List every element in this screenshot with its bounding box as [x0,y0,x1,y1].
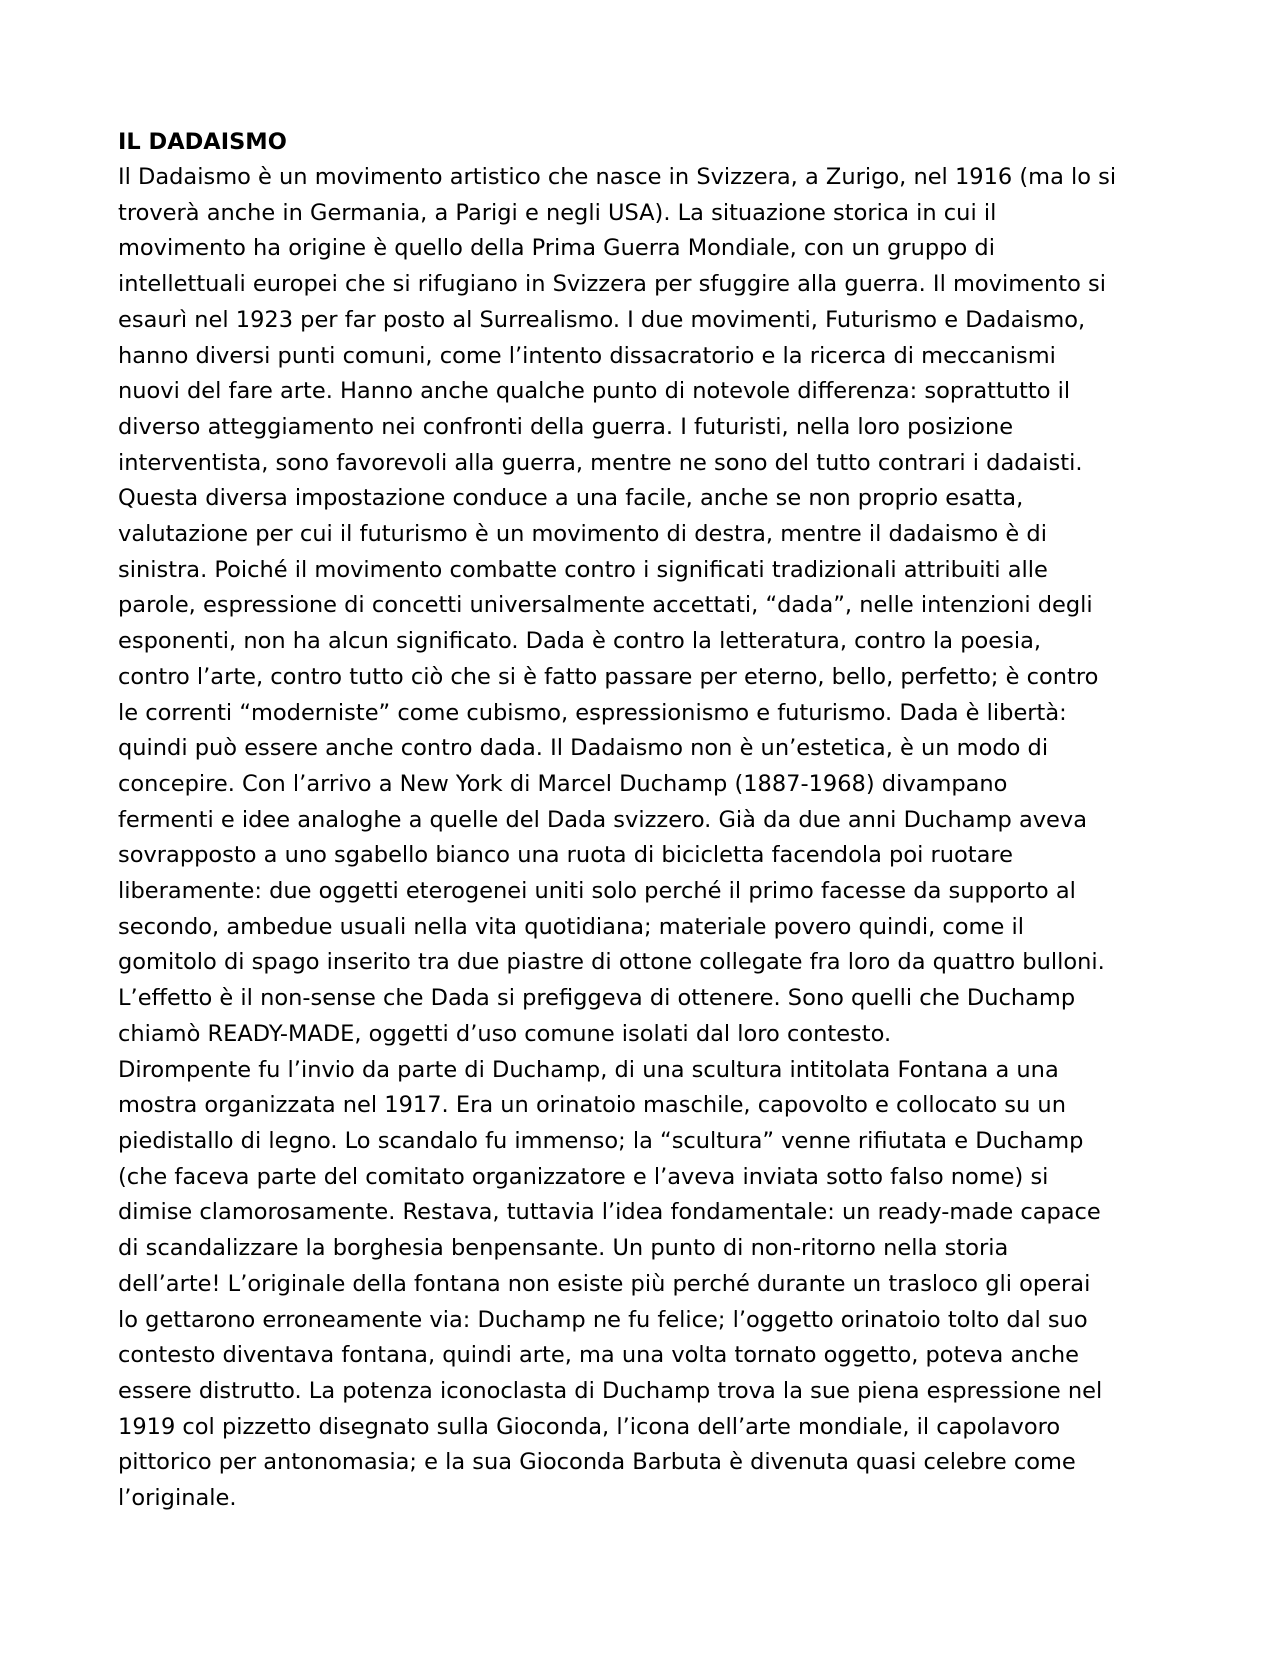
text-line: le correnti “moderniste” come cubismo, espressionismo e futurismo. Dada è libertà: [118,699,1067,726]
text-line: movimento ha origine è quello della Prima Guerra Mondiale, con un gruppo di [118,235,995,262]
text-line: concepire. Con l’arrivo a New York di Marcel Duchamp (1887-1968) divampano [118,770,1008,797]
text-line: gomitolo di spago inserito tra due piastre di ottone collegate fra loro da quattro bulloni. [118,949,1105,976]
text-line: secondo, ambedue usuali nella vita quotidiana; materiale povero quindi, come il [118,913,1024,940]
text-line: (che faceva parte del comitato organizzatore e l’aveva inviata sotto falso nome) si [118,1163,1049,1190]
text-line: liberamente: due oggetti eterogenei uniti solo perché il primo facesse da supporto al [118,878,1076,905]
text-line: fermenti e idee analoghe a quelle del Dada svizzero. Già da due anni Duchamp aveva [118,806,1087,833]
text-line: pittorico per antonomasia; e la sua Gioconda Barbuta è divenuta quasi celebre come [118,1449,1076,1476]
text-line: chiamò READY-MADE, oggetti d’uso comune isolati dal loro contesto. [118,1020,892,1047]
text-line: parole, espressione di concetti universalmente accettati, “dada”, nelle intenzioni degli [118,592,1093,619]
text-line: contro l’arte, contro tutto ciò che si è fatto passare per eterno, bello, perfetto; è contro [118,663,1099,690]
text-line: esponenti, non ha alcun significato. Dada è contro la letteratura, contro la poesia, [118,628,1042,655]
text-line: dell’arte! L’originale della fontana non esiste più perché durante un trasloco gli operai [118,1270,1091,1297]
text-line: sinistra. Poiché il movimento combatte contro i significati tradizionali attribuiti alle [118,556,1048,583]
text-line: l’originale. [118,1485,237,1512]
text-line: essere distrutto. La potenza iconoclasta di Duchamp trova la sue piena espressione nel [118,1377,1103,1404]
text-line: Dirompente fu l’invio da parte di Duchamp, di una scultura intitolata Fontana a una [118,1056,1059,1083]
text-line: mostra organizzata nel 1917. Era un orinatoio maschile, capovolto e collocato su un [118,1092,1066,1119]
text-line: sovrapposto a uno sgabello bianco una ruota di bicicletta facendola poi ruotare [118,842,1013,869]
text-line: Questa diversa impostazione conduce a una facile, anche se non proprio esatta, [118,485,1024,512]
text-line: quindi può essere anche contro dada. Il Dadaismo non è un’estetica, è un modo di [118,735,1049,762]
text-line: nuovi del fare arte. Hanno anche qualche punto di notevole differenza: soprattutto il [118,378,1071,405]
text-line: 1919 col pizzetto disegnato sulla Gioconda, l’icona dell’arte mondiale, il capolavoro [118,1413,1061,1440]
document-title: IL DADAISMO [118,129,287,155]
text-line: valutazione per cui il futurismo è un movimento di destra, mentre il dadaismo è di [118,521,1047,548]
text-line: Il Dadaismo è un movimento artistico che nasce in Svizzera, a Zurigo, nel 1916 (ma lo si [118,164,1117,190]
text-line: interventista, sono favorevoli alla guerra, mentre ne sono del tutto contrari i dadaisti. [118,449,1083,476]
text-line: piedistallo di legno. Lo scandalo fu immenso; la “scultura” venne rifiutata e Duchamp [118,1127,1084,1154]
text-line: lo gettarono erroneamente via: Duchamp ne fu felice; l’oggetto orinatoio tolto dal suo [118,1306,1088,1333]
document-body [118,124,1160,1517]
text-line: esaurì nel 1923 per far posto al Surrealismo. I due movimenti, Futurismo e Dadaismo, [118,306,1086,333]
text-line: intellettuali europei che si rifugiano in Svizzera per sfuggire alla guerra. Il movimento si [118,271,1106,298]
text-line: diverso atteggiamento nei confronti della guerra. I futuristi, nella loro posizione [118,413,1014,440]
text-line: troverà anche in Germania, a Parigi e negli USA). La situazione storica in cui il [118,199,997,226]
text-line: L’effetto è il non-sense che Dada si prefiggeva di ottenere. Sono quelli che Duchamp [118,985,1076,1012]
text-line: hanno diversi punti comuni, come l’intento dissacratorio e la ricerca di meccanismi [118,342,1056,369]
text-line: di scandalizzare la borghesia benpensante. Un punto di non-ritorno nella storia [118,1235,1009,1262]
text-line: dimise clamorosamente. Restava, tuttavia l’idea fondamentale: un ready-made capace [118,1199,1101,1226]
text-line: contesto diventava fontana, quindi arte, ma una volta tornato oggetto, poteva anche [118,1342,1080,1369]
